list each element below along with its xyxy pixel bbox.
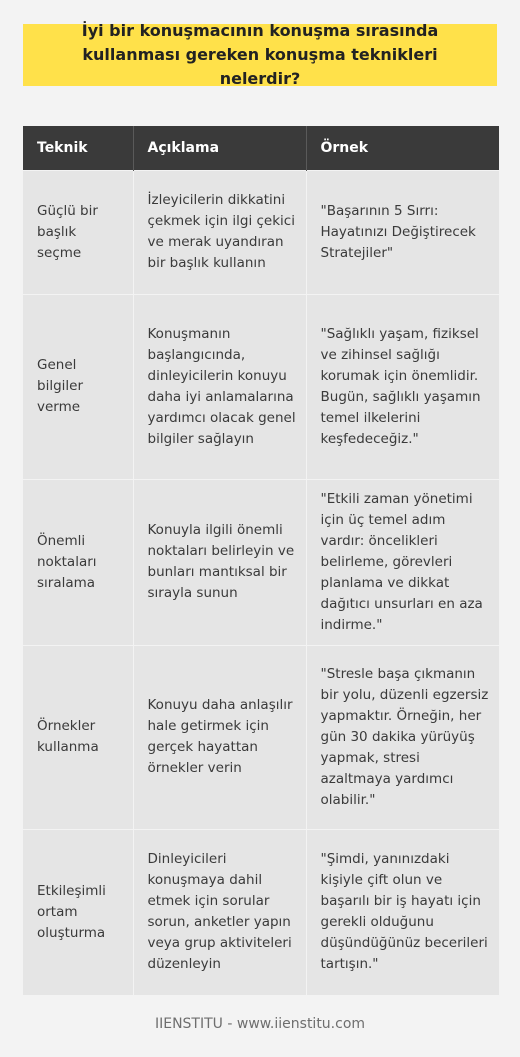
technique-cell: Önemli noktaları sıralama (23, 479, 133, 645)
table-header-row (23, 126, 499, 170)
column-header-example: Örnek (306, 126, 499, 170)
example-cell: "Stresle başa çıkmanın bir yolu, düzenli egzersiz yapmaktır. Örneğin, her gün 30 dakika yürüyüş yapmak, stresi azaltmaya yardımcı olabilir." (306, 645, 499, 829)
description-cell: Konuyla ilgili önemli noktaları belirleyin ve bunları mantıksal bir sırayla sunun (133, 479, 306, 645)
example-cell: "Etkili zaman yönetimi için üç temel adım vardır: öncelikleri belirleme, görevleri planlama ve dikkat dağıtıcı unsurları en aza indirme." (306, 479, 499, 645)
technique-cell: Genel bilgiler verme (23, 294, 133, 479)
example-cell: "Şimdi, yanınızdaki kişiyle çift olun ve başarılı bir iş hayatı için gerekli olduğunu düşündüğünüz becerileri tartışın." (306, 829, 499, 995)
description-cell: Dinleyicileri konuşmaya dahil etmek için sorular sorun, anketler yapın veya grup aktiviteleri düzenleyin (133, 829, 306, 995)
description-cell: İzleyicilerin dikkatini çekmek için ilgi çekici ve merak uyandıran bir başlık kullanın (133, 170, 306, 294)
technique-cell: Örnekler kullanma (23, 645, 133, 829)
footer-credit: IIENSTITU - www.iienstitu.com (154, 1016, 366, 1032)
table-row (23, 829, 499, 995)
table-row (23, 645, 499, 829)
column-header-description: Açıklama (133, 126, 306, 170)
technique-cell: Etkileşimli ortam oluşturma (23, 829, 133, 995)
techniques-table (23, 126, 499, 995)
example-cell: "Başarının 5 Sırrı: Hayatınızı Değiştirecek Stratejiler" (306, 170, 499, 294)
title-banner (23, 21, 497, 88)
table-row (23, 479, 499, 645)
table-row (23, 170, 499, 294)
column-header-technique: Teknik (23, 126, 133, 170)
description-cell: Konuşmanın başlangıcında, dinleyicilerin konuyu daha iyi anlamalarına yardımcı olacak genel bilgiler sağlayın (133, 294, 306, 479)
technique-cell: Güçlü bir başlık seçme (23, 170, 133, 294)
example-cell: "Sağlıklı yaşam, fiziksel ve zihinsel sağlığı korumak için önemlidir. Bugün, sağlıklı yaşamın temel ilkelerini keşfedeceğiz." (306, 294, 499, 479)
description-cell: Konuyu daha anlaşılır hale getirmek için gerçek hayattan örnekler verin (133, 645, 306, 829)
table-row (23, 294, 499, 479)
page-title: İyi bir konuşmacının konuşma sırasında kullanması gereken konuşma teknikleri nelerdir? (81, 21, 439, 88)
